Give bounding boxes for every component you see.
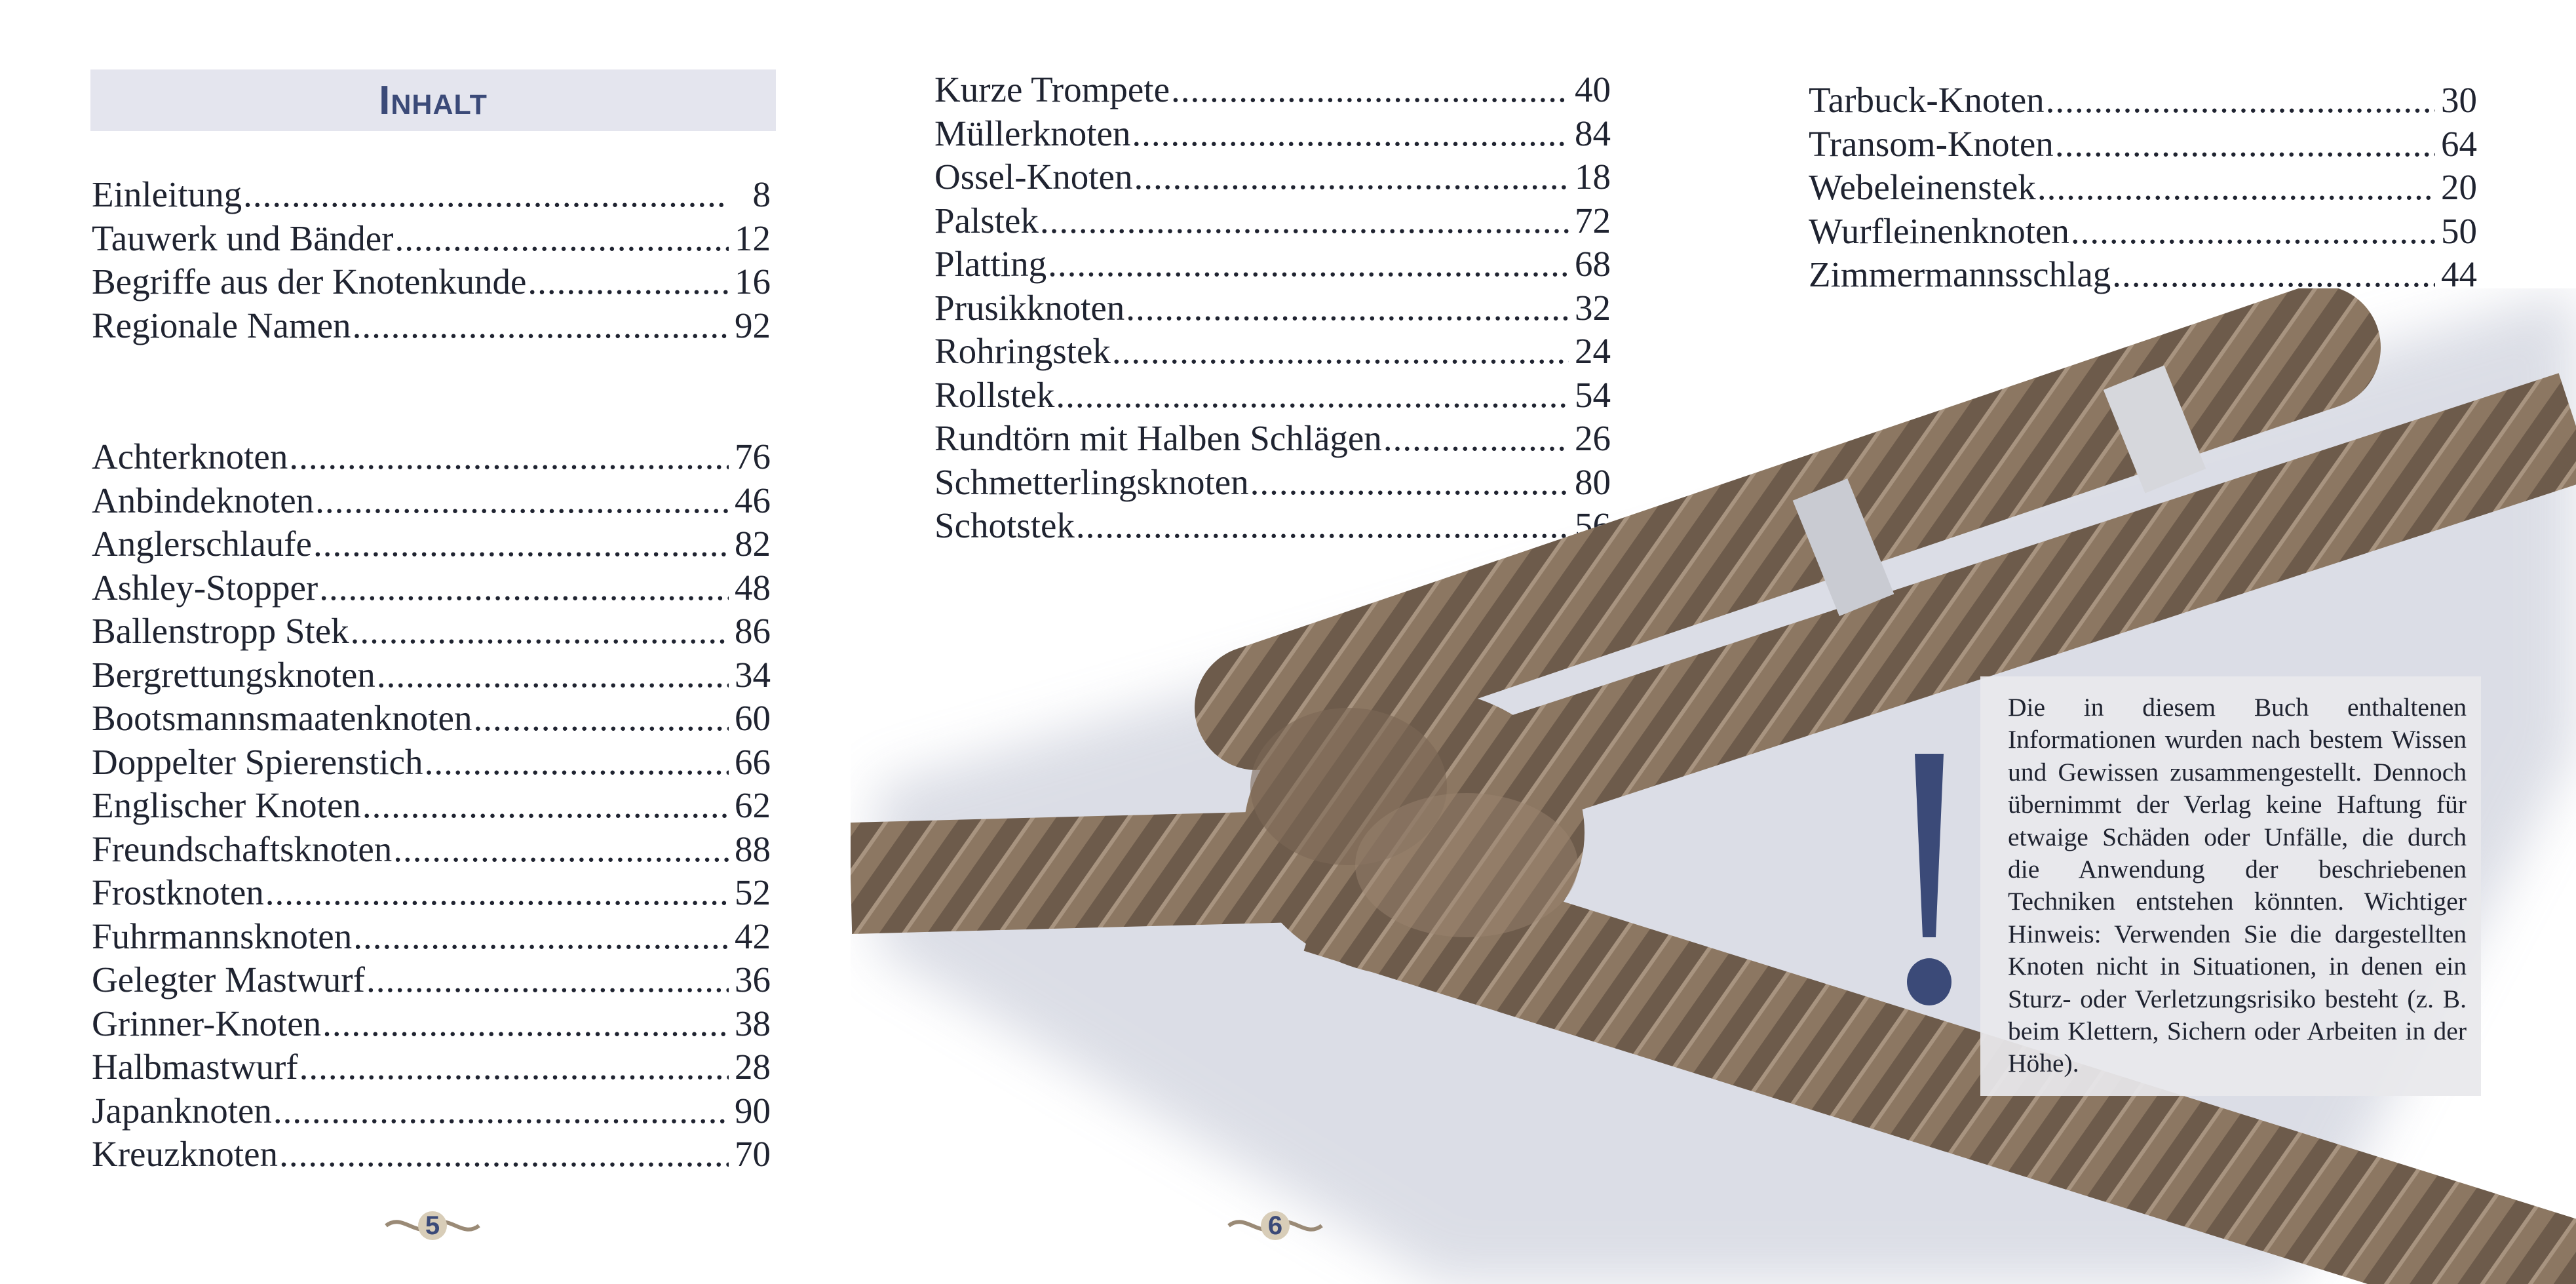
toc-entry [92,915,771,959]
toc-entry-page: 44 [2441,254,2477,294]
toc-leader-dots [351,610,729,653]
toc-leader-dots [377,653,729,697]
toc-entry [1809,210,2477,254]
toc-leader-dots [322,1002,729,1046]
page-number-right-text: 6 [1267,1211,1283,1240]
toc-entry-label: Begriffe aus der Knotenkunde [92,262,527,302]
toc-entry-label: Platting [934,244,1047,284]
toc-entry-page: 28 [735,1047,771,1087]
toc-entry-label: Kurze Trompete [934,69,1170,109]
toc-leader-dots [2071,210,2435,254]
toc-entry-page: 86 [735,611,771,651]
toc-entry [92,479,771,523]
toc-entry-page: 48 [735,567,771,608]
toc-entry-page: 30 [2441,80,2477,120]
toc-entry-page: 12 [735,218,771,258]
toc-entry-label: Anglerschlaufe [92,524,312,564]
toc-leader-dots [394,217,729,261]
toc-entry-page: 8 [752,174,771,214]
toc-leader-dots [273,1089,729,1133]
toc-entry [1809,123,2477,166]
toc-entry [92,566,771,610]
toc-entry [934,199,1611,243]
toc-leader-dots [1040,199,1569,243]
toc-entry-label: Kreuzknoten [92,1134,279,1174]
toc-entry [92,304,771,348]
toc-entry [92,741,771,785]
toc-entry [1809,166,2477,210]
toc-entry [92,1045,771,1089]
toc-entry-label: Ossel-Knoten [934,157,1133,197]
toc-leader-dots [425,741,729,785]
toc-entry-page: 88 [735,828,771,869]
toc-leader-dots [528,260,729,304]
toc-leader-dots [265,871,729,915]
toc-entry-label: Rundtörn mit Halben Schlägen [934,418,1382,458]
toc-entry-page: 38 [735,1003,771,1043]
toc-leader-dots [2046,79,2435,123]
toc-leader-dots [1171,68,1569,112]
toc-entry-label: Halbmastwurf [92,1047,298,1087]
toc-leader-dots [315,479,729,523]
toc-entry-label: Tauwerk und Bänder [92,218,394,258]
contents-heading: Inhalt [379,77,488,123]
toc-entry-label: Tarbuck-Knoten [1809,80,2045,120]
toc-entry-label: Transom-Knoten [1809,123,2054,164]
toc-entry [92,958,771,1002]
toc-entry [934,243,1611,286]
toc-entry-page: 64 [2441,123,2477,164]
toc-entry-label: Prusikknoten [934,287,1125,328]
toc-entry [92,522,771,566]
toc-entry-label: Freundschaftsknoten [92,828,393,869]
toc-entry-label: Schmetterlingsknoten [934,461,1249,502]
toc-entry-label: Doppelter Spierenstich [92,741,423,782]
toc-entry [934,155,1611,199]
toc-entry-page: 24 [1575,331,1611,371]
toc-entry-page: 18 [1575,157,1611,197]
toc-leader-dots [362,784,729,828]
toc-entry-page: 90 [735,1090,771,1131]
toc-entry [1809,79,2477,123]
toc-leader-dots [366,958,729,1002]
toc-entry-label: Palstek [934,200,1039,241]
toc-entry-page: 26 [1575,418,1611,458]
toc-entry-page: 34 [735,654,771,695]
toc-leader-dots [2037,166,2435,210]
toc-entry [92,173,771,217]
toc-leader-dots [289,435,729,479]
toc-entry [934,68,1611,112]
toc-entry [92,784,771,828]
exclamation-mark-icon [1896,754,1962,1016]
toc-entry-page: 70 [735,1134,771,1174]
toc-entry-label: Frostknoten [92,872,264,912]
toc-entry-label: Rohringstek [934,331,1111,371]
toc-leader-dots [1048,243,1569,286]
toc-entry-page: 56 [1575,505,1611,545]
toc-entry-label: Gelegter Mastwurf [92,960,365,1000]
toc-entry-page: 68 [1575,244,1611,284]
toc-entry-label: Fuhrmannsknoten [92,916,353,956]
toc-entry-page: 36 [735,960,771,1000]
toc-entry-page: 76 [735,437,771,477]
toc-entry-label: Rollstek [934,374,1055,415]
toc-entry [92,871,771,915]
toc-entry-page: 80 [1575,461,1611,502]
toc-entry-page: 66 [735,741,771,782]
toc-entry-label: Ashley-Stopper [92,567,318,608]
toc-entry [92,653,771,697]
toc-entry [934,112,1611,156]
page-number-left [383,1209,482,1242]
toc-entry [92,828,771,872]
toc-leader-dots [2055,123,2435,166]
toc-leader-dots [279,1133,729,1177]
toc-entry-label: Anbindeknoten [92,480,315,520]
toc-entry-page: 50 [2441,210,2477,251]
toc-entry-page: 72 [1575,200,1611,241]
toc-entry [92,1133,771,1177]
toc-entry-page: 82 [735,524,771,564]
toc-entry-page: 60 [735,698,771,738]
toc-entry-label: Wurfleinenknoten [1809,210,2069,251]
toc-entry-label: Schotstek [934,505,1075,545]
toc-entry-page: 32 [1575,287,1611,328]
toc-entry-label: Regionale Namen [92,305,351,345]
contents-heading-band [90,69,776,131]
toc-entry-label: Englischer Knoten [92,785,361,825]
toc-entry [92,1002,771,1046]
page-number-right [1226,1209,1324,1242]
toc-entry [92,697,771,741]
toc-entry-label: Müllerknoten [934,113,1131,153]
toc-entry-page: 40 [1575,69,1611,109]
toc-entry [92,260,771,304]
toc-entry-page: 84 [1575,113,1611,153]
toc-entry [92,435,771,479]
toc-entry-page: 42 [735,916,771,956]
toc-entry [92,217,771,261]
toc-entry-label: Bootsmannsmaatenknoten [92,698,472,738]
disclaimer-text: Die in diesem Buch enthaltenen Informationen wurden nach bestem Wissen und Gewissen zusammengestellt. Dennoch übernimmt der Verlag keine Haftung für etwaige Schäden oder Unfälle, die durch die Anwendung der beschriebenen Techniken entstehen könnten. Wichtiger Hinweis: Verwenden Sie die dargestellten Knoten nicht in Situationen, in denen ein Sturz- oder Verletzungsrisiko besteht (z. B. beim Klettern, Sichern oder Arbeiten in der Höhe). [2008,693,2467,1078]
toc-leader-dots [313,522,729,566]
toc-entry-label: Bergrettungsknoten [92,654,375,695]
toc-leader-dots [393,828,729,872]
toc-entry-page: 20 [2441,167,2477,207]
toc-entry-page: 54 [1575,374,1611,415]
toc-leader-dots [353,915,729,959]
toc-entry-label: Japanknoten [92,1090,272,1131]
toc-entry-page: 52 [735,872,771,912]
toc-entry [92,1089,771,1133]
toc-entry-label: Ballenstropp Stek [92,611,349,651]
toc-intro-list [92,173,771,347]
toc-entry-label: Grinner-Knoten [92,1003,322,1043]
toc-entry-label: Zimmermannsschlag [1809,254,2111,294]
toc-entry [92,610,771,653]
page-number-left-text: 5 [425,1211,440,1240]
toc-entry-page: 92 [735,305,771,345]
toc-knots-list-a [92,435,771,1177]
toc-entry-page: 62 [735,785,771,825]
toc-entry-page: 16 [735,262,771,302]
toc-leader-dots [473,697,729,741]
toc-entry-label: Einleitung [92,174,242,214]
toc-leader-dots [1132,112,1569,156]
toc-leader-dots [353,304,729,348]
toc-knots-list-c [1809,79,2477,297]
toc-leader-dots [243,173,729,217]
toc-leader-dots [1134,155,1569,199]
toc-entry-page: 46 [735,480,771,520]
toc-leader-dots [299,1045,729,1089]
toc-entry-label: Achterknoten [92,437,288,477]
toc-entry-label: Webeleinenstek [1809,167,2036,207]
toc-leader-dots [319,566,729,610]
